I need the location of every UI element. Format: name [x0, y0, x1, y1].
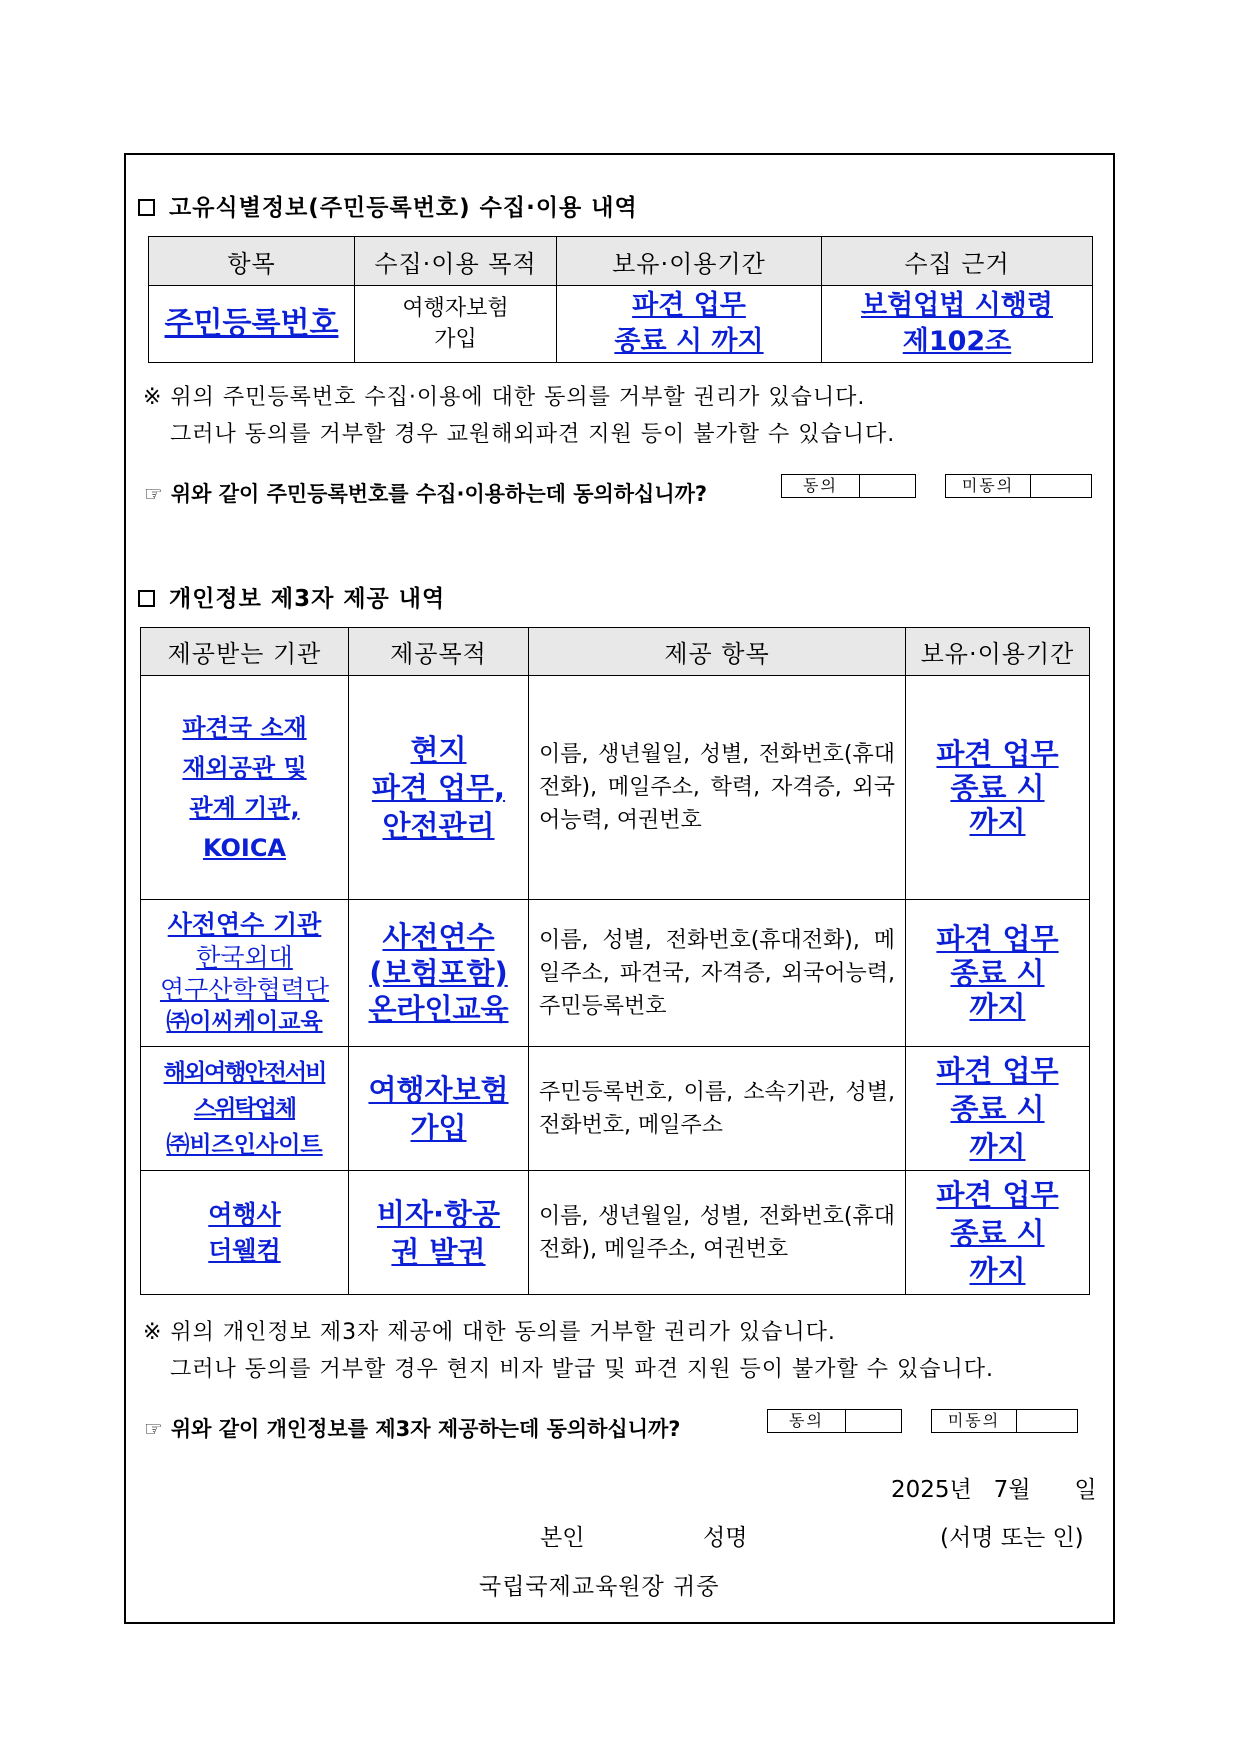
cell-item — [149, 286, 355, 363]
purpose-line: 가입 — [434, 327, 477, 352]
cell-purpose — [349, 1171, 529, 1295]
org-line: 더웰컴 — [208, 1235, 281, 1265]
section1-question — [144, 478, 707, 508]
purpose-line: 현지 — [410, 732, 467, 767]
items-text: 이름, 생년월일, 성별, 전화번호(휴대전화), 메일주소, 학력, 자격증, 외국어능력, 여권번호 — [539, 742, 895, 833]
section2-title: 개인정보 제3자 제공 내역 — [138, 580, 445, 613]
agree-checkbox[interactable] — [860, 475, 915, 497]
purpose-line: 파견 업무, — [371, 770, 506, 805]
period-line: 파견 업무 — [936, 922, 1059, 956]
disagree-checkbox[interactable] — [1031, 475, 1091, 497]
period-line: 까지 — [969, 1129, 1026, 1164]
header-items: 제공 항목 — [529, 628, 906, 676]
org-title: 사전연수 기관 — [167, 910, 322, 939]
cell-items — [529, 900, 906, 1047]
disagree-box[interactable] — [931, 1409, 1078, 1433]
header-purpose: 수집·이용 목적 — [355, 237, 557, 286]
period-line: 까지 — [969, 1253, 1026, 1288]
purpose-line: 온라인교육 — [368, 992, 509, 1026]
question-text: 위와 같이 개인정보를 제3자 제공하는데 동의하십니까? — [170, 1417, 681, 1441]
self-label: 본인 — [540, 1525, 585, 1551]
agree-box[interactable] — [767, 1409, 902, 1433]
name-label: 성명 — [703, 1525, 748, 1551]
purpose-line: (보험포함) — [369, 956, 508, 990]
org-line: 연구산학협력단 — [159, 975, 330, 1004]
org-line: 재외공관 및 — [182, 753, 307, 782]
purpose-line: 가입 — [410, 1110, 467, 1145]
table-row — [141, 1047, 1090, 1171]
pointer-hand-icon: ☞ — [144, 1417, 163, 1441]
purpose-line: 비자·항공 — [376, 1196, 501, 1231]
cell-items — [529, 1171, 906, 1295]
period-line: 파견 업무 — [936, 1177, 1059, 1212]
org-line: 관계 기관, — [189, 793, 300, 822]
rrn-label: 주민등록번호 — [164, 306, 339, 341]
period-line: 종료 시 까지 — [614, 326, 764, 357]
cell-purpose — [349, 1047, 529, 1171]
header-basis: 수집 근거 — [822, 237, 1093, 286]
period-line: 까지 — [969, 990, 1026, 1024]
sign-label: (서명 또는 인) — [940, 1525, 1084, 1551]
org-line: 해외여행안전서비 — [163, 1059, 326, 1086]
cell-org — [141, 1047, 349, 1171]
agree-label: 동의 — [768, 1410, 846, 1432]
cell-purpose — [349, 900, 529, 1047]
question-text: 위와 같이 주민등록번호를 수집·이용하는데 동의하십니까? — [170, 482, 708, 506]
section2-question — [144, 1413, 680, 1443]
checkbox-square-icon[interactable] — [138, 590, 155, 607]
section1-title: 고유식별정보(주민등록번호) 수집·이용 내역 — [138, 189, 638, 222]
org-line: 스위탁업체 — [193, 1095, 296, 1122]
org-line: KOICA — [202, 833, 287, 862]
purpose-line: 사전연수 — [382, 920, 495, 954]
section1-table — [148, 236, 1093, 363]
org-line: 한국외대 — [196, 943, 293, 972]
date-line: 2025년 7월 일 — [891, 1477, 1097, 1503]
table-row — [141, 676, 1090, 900]
header-org: 제공받는 기관 — [141, 628, 349, 676]
disagree-label: 미동의 — [932, 1410, 1017, 1432]
agree-label: 동의 — [782, 475, 860, 497]
section1-note-2: 그러나 동의를 거부할 경우 교원해외파견 지원 등이 불가할 수 있습니다. — [170, 422, 896, 447]
recipient: 국립국제교육원장 귀중 — [479, 1574, 720, 1600]
cell-period — [557, 286, 822, 363]
period-line: 파견 업무 — [936, 736, 1059, 771]
period-line: 종료 시 — [950, 1091, 1045, 1126]
cell-period — [906, 676, 1090, 900]
period-line: 종료 시 — [950, 1215, 1045, 1250]
checkbox-square-icon[interactable] — [138, 199, 155, 216]
org-line: 여행사 — [208, 1199, 281, 1229]
header-item: 항목 — [149, 237, 355, 286]
disagree-checkbox[interactable] — [1017, 1410, 1077, 1432]
agree-checkbox[interactable] — [846, 1410, 901, 1432]
table-row — [141, 900, 1090, 1047]
section1-note-1: ※ 위의 주민등록번호 수집·이용에 대한 동의를 거부할 권리가 있습니다. — [143, 385, 866, 410]
disagree-box[interactable] — [945, 474, 1092, 498]
section2-note-2: 그러나 동의를 거부할 경우 현지 비자 발급 및 파견 지원 등이 불가할 수 있습니다. — [170, 1357, 994, 1382]
section2-note-1: ※ 위의 개인정보 제3자 제공에 대한 동의를 거부할 권리가 있습니다. — [143, 1320, 836, 1345]
cell-purpose — [349, 676, 529, 900]
section2-table — [140, 627, 1090, 1295]
org-line: 파견국 소재 — [182, 713, 307, 742]
basis-line: 제102조 — [902, 326, 1012, 357]
disagree-label: 미동의 — [946, 475, 1031, 497]
org-line: ㈜비즈인사이트 — [166, 1131, 323, 1158]
cell-period — [906, 1171, 1090, 1295]
org-company: ㈜이씨케이교육 — [166, 1009, 323, 1035]
items-text: 이름, 생년월일, 성별, 전화번호(휴대전화), 메일주소, 여권번호 — [539, 1203, 895, 1262]
agree-box[interactable] — [781, 474, 916, 498]
cell-items — [529, 676, 906, 900]
header-period: 보유·이용기간 — [906, 628, 1090, 676]
period-line: 종료 시 — [950, 956, 1045, 990]
pointer-hand-icon: ☞ — [144, 482, 163, 506]
items-text: 주민등록번호, 이름, 소속기관, 성별, 전화번호, 메일주소 — [539, 1079, 895, 1138]
items-text: 이름, 성별, 전화번호(휴대전화), 메일주소, 파견국, 자격증, 외국어능력, 주민등록번호 — [539, 927, 895, 1019]
period-line: 종료 시 — [950, 770, 1045, 805]
period-line: 파견 업무 — [632, 290, 746, 321]
purpose-line: 권 발권 — [391, 1234, 486, 1269]
header-purpose: 제공목적 — [349, 628, 529, 676]
period-line: 까지 — [969, 804, 1026, 839]
purpose-line: 안전관리 — [382, 808, 495, 843]
table-row — [141, 1171, 1090, 1295]
purpose-line: 여행자보험 — [402, 296, 509, 321]
cell-org — [141, 676, 349, 900]
cell-org — [141, 1171, 349, 1295]
basis-line: 보험업법 시행령 — [861, 290, 1053, 321]
cell-items — [529, 1047, 906, 1171]
cell-period — [906, 900, 1090, 1047]
cell-period — [906, 1047, 1090, 1171]
period-line: 파견 업무 — [936, 1053, 1059, 1088]
purpose-line: 여행자보험 — [368, 1072, 509, 1107]
header-period: 보유·이용기간 — [557, 237, 822, 286]
cell-basis — [822, 286, 1093, 363]
cell-org — [141, 900, 349, 1047]
cell-purpose — [355, 286, 557, 363]
